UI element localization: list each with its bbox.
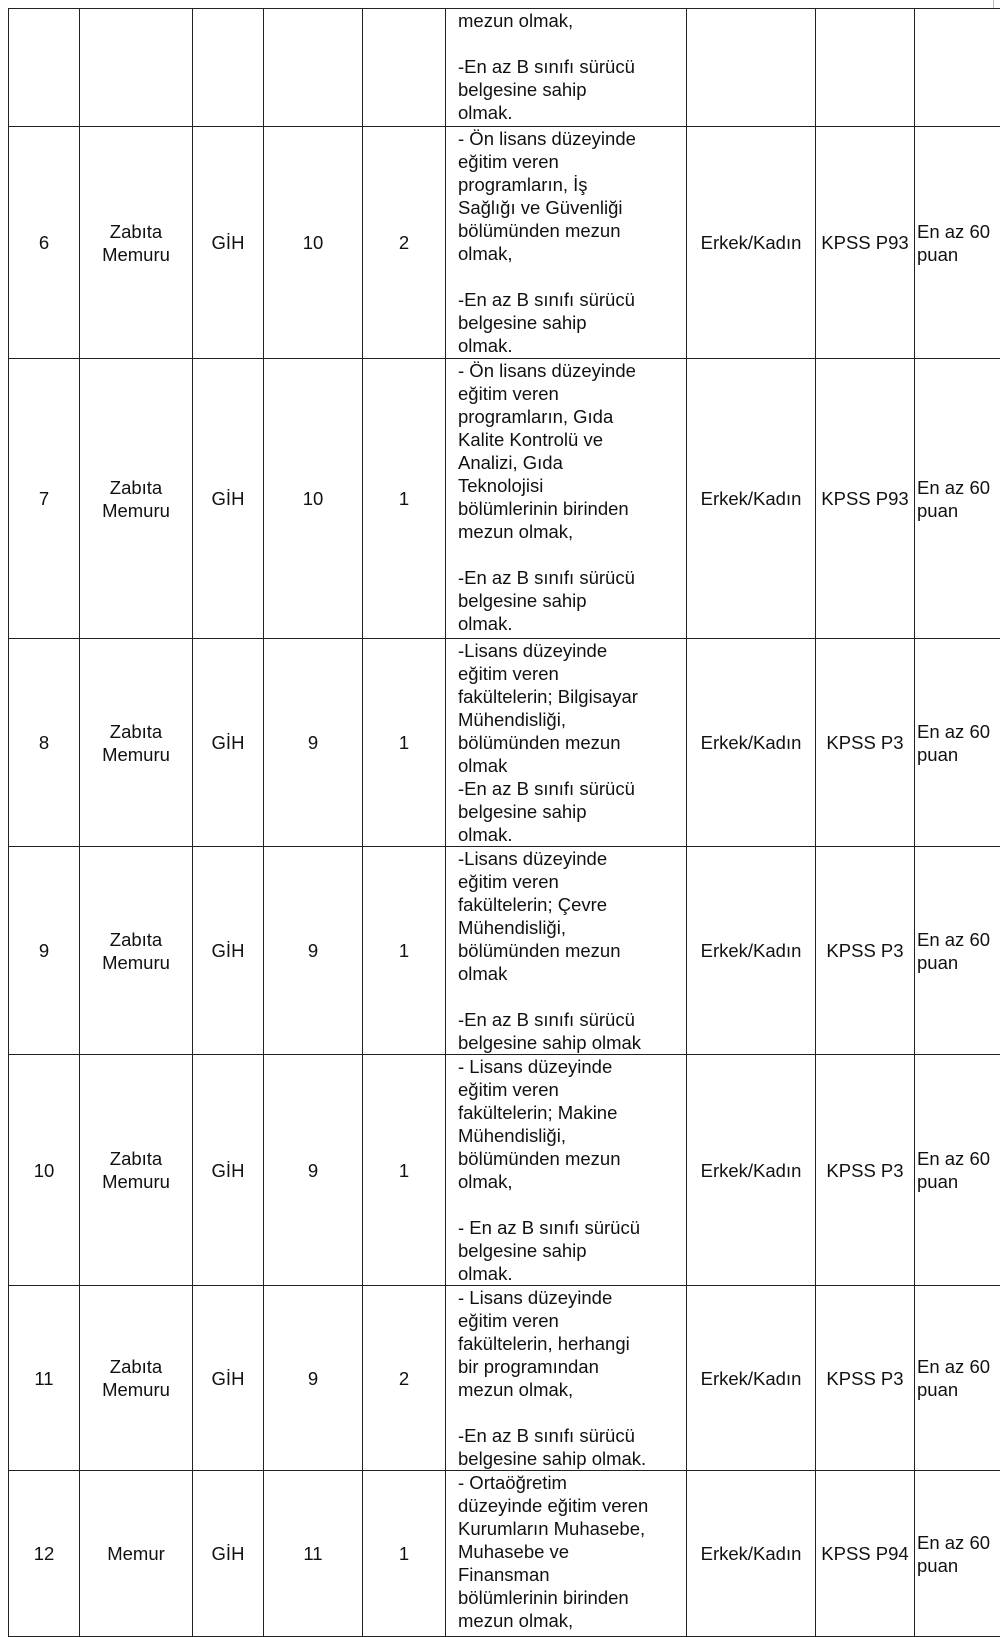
cell-cinsiyet: Erkek/Kadın (687, 359, 816, 639)
cell-cinsiyet: Erkek/Kadın (687, 127, 816, 359)
cell-sinif (193, 9, 264, 127)
paragraph-gap (458, 265, 678, 288)
cell-derece: 9 (264, 1055, 363, 1286)
cell-kadro-adedi: 2 (363, 127, 446, 359)
table-row (9, 847, 1000, 1055)
nitelik-line: - Ön lisans düzeyinde (458, 359, 678, 382)
cell-derece: 10 (264, 127, 363, 359)
cell-kadro-adedi: 2 (363, 1286, 446, 1471)
cell-cinsiyet: Erkek/Kadın (687, 1286, 816, 1471)
nitelik-line: belgesine sahip (458, 589, 678, 612)
nitelik-line: bölümlerinin birinden (458, 1586, 678, 1609)
paragraph-gap (458, 985, 678, 1008)
cell-sinif: GİH (193, 1286, 264, 1471)
cell-unvan: Zabıta Memuru (80, 1286, 193, 1471)
nitelik-line: belgesine sahip olmak (458, 1031, 678, 1054)
cell-puan-turu: KPSS P3 (816, 639, 915, 847)
nitelik-line: olmak. (458, 612, 678, 635)
table-row (9, 359, 1000, 639)
nitelik-line: belgesine sahip (458, 311, 678, 334)
cell-nitelik (446, 9, 687, 127)
cell-unvan: Zabıta Memuru (80, 1055, 193, 1286)
document-page (8, 8, 1000, 1637)
cell-unvan: Zabıta Memuru (80, 639, 193, 847)
cell-nitelik (446, 1055, 687, 1286)
cell-taban-puan (915, 9, 1000, 127)
cell-kadro-adedi: 1 (363, 1055, 446, 1286)
nitelik-line: olmak, (458, 1170, 678, 1193)
nitelik-line: bölümünden mezun (458, 1147, 678, 1170)
nitelik-line: Sağlığı ve Güvenliği (458, 196, 678, 219)
cell-sinif: GİH (193, 639, 264, 847)
cell-derece: 9 (264, 639, 363, 847)
position-table (8, 8, 1000, 1637)
cell-derece: 9 (264, 847, 363, 1055)
nitelik-line: -En az B sınıfı sürücü (458, 288, 678, 311)
cell-taban-puan: En az 60 puan (915, 1055, 1000, 1286)
cell-nitelik (446, 847, 687, 1055)
nitelik-line: Mühendisliği, (458, 916, 678, 939)
cell-nitelik (446, 359, 687, 639)
nitelik-line: mezun olmak, (458, 520, 678, 543)
cell-cinsiyet: Erkek/Kadın (687, 1471, 816, 1637)
cell-nitelik (446, 1286, 687, 1471)
nitelik-line: fakültelerin; Çevre (458, 893, 678, 916)
nitelik-line: Mühendisliği, (458, 1124, 678, 1147)
table-row (9, 639, 1000, 847)
nitelik-line: Kurumların Muhasebe, (458, 1517, 678, 1540)
cell-kadro-adedi: 1 (363, 847, 446, 1055)
nitelik-line: olmak, (458, 242, 678, 265)
nitelik-line: Analizi, Gıda (458, 451, 678, 474)
nitelik-line: Kalite Kontrolü ve (458, 428, 678, 451)
cell-sinif: GİH (193, 1055, 264, 1286)
nitelik-line: bölümünden mezun (458, 731, 678, 754)
cell-sira-no: 8 (9, 639, 80, 847)
cell-unvan: Zabıta Memuru (80, 127, 193, 359)
paragraph-gap (458, 32, 678, 55)
cell-sira-no: 10 (9, 1055, 80, 1286)
nitelik-line: olmak. (458, 334, 678, 357)
cell-derece: 11 (264, 1471, 363, 1637)
cell-sinif: GİH (193, 1471, 264, 1637)
nitelik-line: Teknolojisi (458, 474, 678, 497)
nitelik-line: -En az B sınıfı sürücü (458, 566, 678, 589)
nitelik-line: - En az B sınıfı sürücü (458, 1216, 678, 1239)
cell-taban-puan: En az 60 puan (915, 847, 1000, 1055)
cell-unvan: Memur (80, 1471, 193, 1637)
nitelik-line: fakültelerin; Bilgisayar (458, 685, 678, 708)
nitelik-line: Mühendisliği, (458, 708, 678, 731)
nitelik-line: bir programından (458, 1355, 678, 1378)
nitelik-line: olmak. (458, 823, 678, 846)
cell-derece: 10 (264, 359, 363, 639)
nitelik-line: olmak. (458, 1262, 678, 1285)
cell-sira-no: 9 (9, 847, 80, 1055)
nitelik-line: - Ortaöğretim (458, 1471, 678, 1494)
cell-kadro-adedi: 1 (363, 1471, 446, 1637)
nitelik-line: - Ön lisans düzeyinde (458, 127, 678, 150)
table-row (9, 1471, 1000, 1637)
nitelik-line: fakültelerin, herhangi (458, 1332, 678, 1355)
cell-kadro-adedi: 1 (363, 359, 446, 639)
nitelik-line: bölümlerinin birinden (458, 497, 678, 520)
nitelik-line: eğitim veren (458, 1309, 678, 1332)
nitelik-line: bölümünden mezun (458, 939, 678, 962)
nitelik-line: -Lisans düzeyinde (458, 847, 678, 870)
cell-taban-puan: En az 60 puan (915, 1286, 1000, 1471)
cell-kadro-adedi: 1 (363, 639, 446, 847)
cell-cinsiyet: Erkek/Kadın (687, 639, 816, 847)
cell-taban-puan: En az 60 puan (915, 359, 1000, 639)
table-row (9, 1286, 1000, 1471)
cell-cinsiyet: Erkek/Kadın (687, 1055, 816, 1286)
nitelik-line: mezun olmak, (458, 1609, 678, 1632)
position-table-body (9, 9, 1000, 1637)
nitelik-line: programların, İş (458, 173, 678, 196)
nitelik-line: fakültelerin; Makine (458, 1101, 678, 1124)
nitelik-line: -En az B sınıfı sürücü (458, 55, 678, 78)
cell-taban-puan: En az 60 puan (915, 639, 1000, 847)
cell-unvan: Zabıta Memuru (80, 847, 193, 1055)
cell-puan-turu: KPSS P94 (816, 1471, 915, 1637)
paragraph-gap (458, 1193, 678, 1216)
cell-cinsiyet (687, 9, 816, 127)
nitelik-line: olmak. (458, 101, 678, 124)
cell-sira-no: 11 (9, 1286, 80, 1471)
nitelik-line: Finansman (458, 1563, 678, 1586)
table-row (9, 9, 1000, 127)
nitelik-line: düzeyinde eğitim veren (458, 1494, 678, 1517)
nitelik-line: eğitim veren (458, 150, 678, 173)
cell-sinif: GİH (193, 847, 264, 1055)
cell-puan-turu: KPSS P93 (816, 359, 915, 639)
cell-puan-turu: KPSS P3 (816, 1055, 915, 1286)
cell-taban-puan: En az 60 puan (915, 127, 1000, 359)
paragraph-gap (458, 1401, 678, 1424)
nitelik-line: belgesine sahip (458, 800, 678, 823)
paragraph-gap (458, 543, 678, 566)
nitelik-line: bölümünden mezun (458, 219, 678, 242)
nitelik-line: eğitim veren (458, 662, 678, 685)
page-edge-mark (993, 0, 994, 8)
nitelik-line: mezun olmak, (458, 9, 678, 32)
cell-nitelik (446, 1471, 687, 1637)
nitelik-line: belgesine sahip olmak. (458, 1447, 678, 1470)
cell-unvan: Zabıta Memuru (80, 359, 193, 639)
table-row (9, 1055, 1000, 1286)
nitelik-line: eğitim veren (458, 1078, 678, 1101)
cell-sinif: GİH (193, 359, 264, 639)
cell-sira-no: 12 (9, 1471, 80, 1637)
cell-cinsiyet: Erkek/Kadın (687, 847, 816, 1055)
cell-unvan (80, 9, 193, 127)
cell-nitelik (446, 639, 687, 847)
nitelik-line: - Lisans düzeyinde (458, 1286, 678, 1309)
cell-puan-turu: KPSS P3 (816, 847, 915, 1055)
nitelik-line: -Lisans düzeyinde (458, 639, 678, 662)
nitelik-line: olmak (458, 962, 678, 985)
nitelik-line: -En az B sınıfı sürücü (458, 1008, 678, 1031)
cell-kadro-adedi (363, 9, 446, 127)
nitelik-line: -En az B sınıfı sürücü (458, 777, 678, 800)
nitelik-line: Muhasebe ve (458, 1540, 678, 1563)
cell-taban-puan: En az 60 puan (915, 1471, 1000, 1637)
cell-sira-no: 7 (9, 359, 80, 639)
cell-puan-turu: KPSS P3 (816, 1286, 915, 1471)
table-row (9, 127, 1000, 359)
nitelik-line: - Lisans düzeyinde (458, 1055, 678, 1078)
cell-derece: 9 (264, 1286, 363, 1471)
cell-nitelik (446, 127, 687, 359)
nitelik-line: programların, Gıda (458, 405, 678, 428)
cell-sinif: GİH (193, 127, 264, 359)
cell-sira-no (9, 9, 80, 127)
cell-derece (264, 9, 363, 127)
nitelik-line: eğitim veren (458, 382, 678, 405)
nitelik-line: eğitim veren (458, 870, 678, 893)
nitelik-line: belgesine sahip (458, 1239, 678, 1262)
nitelik-line: -En az B sınıfı sürücü (458, 1424, 678, 1447)
cell-sira-no: 6 (9, 127, 80, 359)
cell-puan-turu (816, 9, 915, 127)
cell-puan-turu: KPSS P93 (816, 127, 915, 359)
nitelik-line: olmak (458, 754, 678, 777)
nitelik-line: mezun olmak, (458, 1378, 678, 1401)
nitelik-line: belgesine sahip (458, 78, 678, 101)
